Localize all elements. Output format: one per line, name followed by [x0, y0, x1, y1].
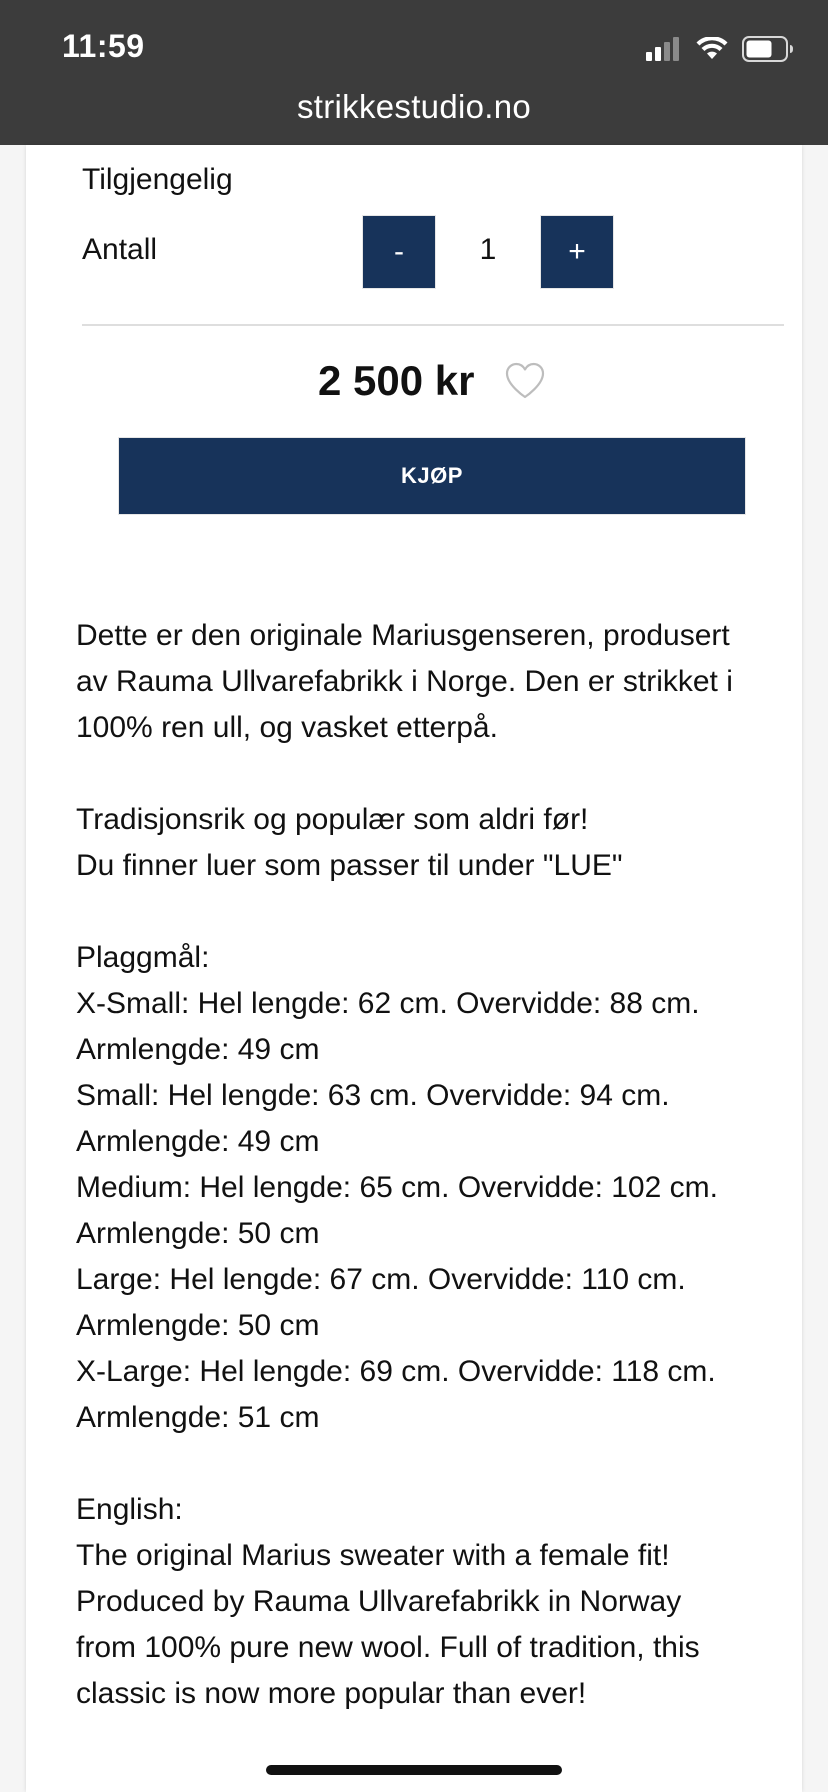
- signal-bars-icon: [646, 37, 682, 61]
- buy-button[interactable]: KJØP: [118, 437, 746, 515]
- product-card: [26, 145, 802, 1792]
- text-line: from 100% pure new wool. Full of tradition, this: [76, 1631, 700, 1664]
- status-bar: [0, 0, 828, 145]
- text-line: Armlengde: 49 cm: [76, 1125, 320, 1158]
- text-line: av Rauma Ullvarefabrikk i Norge. Den er strikket i: [76, 665, 733, 698]
- text-line: X-Small: Hel lengde: 62 cm. Overvidde: 88 cm.: [76, 987, 700, 1020]
- divider: [82, 324, 784, 326]
- text-line: Dette er den originale Mariusgenseren, produsert: [76, 619, 730, 652]
- text-line: Armlengde: 50 cm: [76, 1217, 320, 1250]
- text-line: Produced by Rauma Ullvarefabrikk in Norway: [76, 1585, 682, 1618]
- heart-outline-icon[interactable]: [504, 361, 546, 401]
- home-indicator: [266, 1765, 562, 1775]
- description-measurements: [76, 935, 796, 1441]
- page-content: [0, 145, 828, 1792]
- text-line: Du finner luer som passer til under "LUE": [76, 849, 623, 882]
- description-english: [76, 1487, 796, 1717]
- text-line: 100% ren ull, og vasket etterpå.: [76, 711, 498, 744]
- text-line: Armlengde: 49 cm: [76, 1033, 320, 1066]
- status-time: 11:59: [62, 28, 145, 64]
- availability-label: Tilgjengelig: [82, 163, 233, 196]
- text-line: classic is now more popular than ever!: [76, 1677, 587, 1710]
- text-line: Armlengde: 51 cm: [76, 1401, 320, 1434]
- text-line: Small: Hel lengde: 63 cm. Overvidde: 94 cm.: [76, 1079, 670, 1112]
- text-line: English:: [76, 1493, 183, 1526]
- increase-quantity-button[interactable]: +: [540, 215, 614, 289]
- text-line: X-Large: Hel lengde: 69 cm. Overvidde: 118 cm.: [76, 1355, 716, 1388]
- description-intro: [76, 613, 796, 751]
- quantity-value[interactable]: 1: [479, 233, 497, 266]
- product-price: 2 500 kr: [318, 357, 475, 404]
- quantity-label: Antall: [82, 233, 158, 266]
- text-line: Plaggmål:: [76, 941, 210, 974]
- decrease-quantity-button[interactable]: -: [362, 215, 436, 289]
- text-line: Large: Hel lengde: 67 cm. Overvidde: 110 cm.: [76, 1263, 686, 1296]
- address-bar-url[interactable]: strikkestudio.no: [296, 88, 532, 125]
- wifi-icon: [696, 37, 728, 61]
- product-description: [76, 613, 796, 1763]
- text-line: The original Marius sweater with a female fit!: [76, 1539, 670, 1572]
- battery-icon: [742, 36, 794, 62]
- text-line: Tradisjonsrik og populær som aldri før!: [76, 803, 589, 836]
- price-row: [26, 353, 802, 409]
- text-line: Medium: Hel lengde: 65 cm. Overvidde: 102 cm.: [76, 1171, 718, 1204]
- status-icons: [646, 34, 794, 64]
- text-line: Armlengde: 50 cm: [76, 1309, 320, 1342]
- description-tradition: [76, 797, 796, 889]
